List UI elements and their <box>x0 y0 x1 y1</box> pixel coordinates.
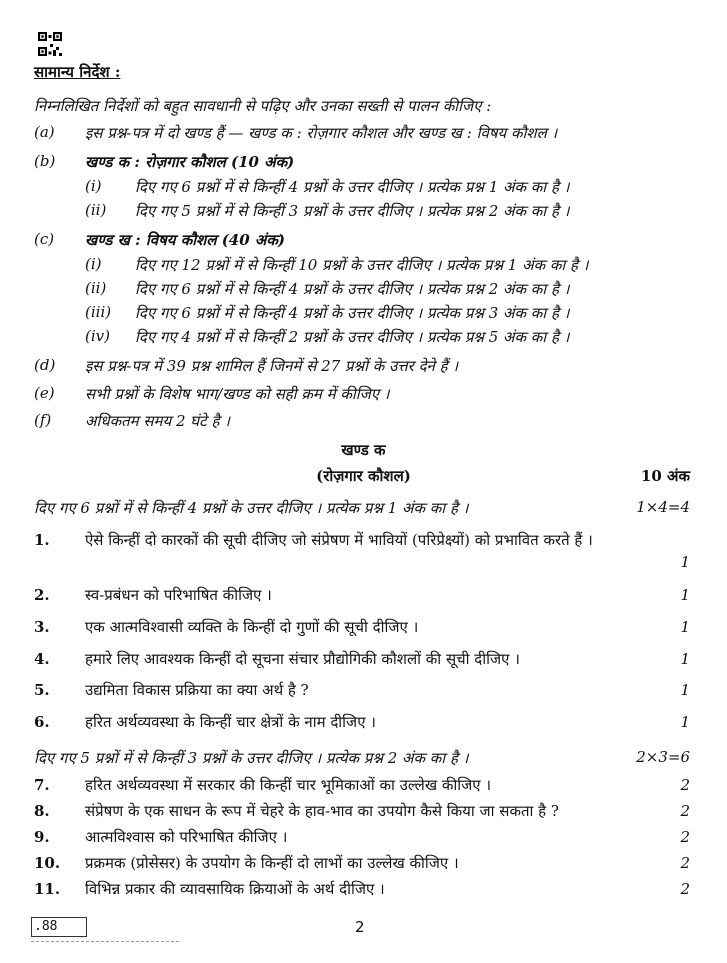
question-marks: 2 <box>680 776 690 794</box>
question-marks: 1 <box>680 713 690 731</box>
question-number: 4. <box>34 650 50 668</box>
group-marks: 1×4=4 <box>636 498 690 516</box>
question-text: विभिन्न प्रकार की व्यावसायिक क्रियाओं के अर्थ दीजिए । <box>85 880 385 898</box>
paper-code: .88 <box>31 917 87 937</box>
instruction-text: दिए गए 5 प्रश्नों में से किन्हीं 3 प्रश्नों के उत्तर दीजिए । प्रत्येक प्रश्न 2 अंक का है । <box>135 202 570 220</box>
question-number: 7. <box>34 776 50 794</box>
question-text: ऐसे किन्हीं दो कारकों की सूची दीजिए जो संप्रेषण में भावियों (परिप्रेक्ष्यों) को प्रभावित करते हैं । <box>85 531 593 549</box>
question-marks: 2 <box>680 828 690 846</box>
instruction-label: (i) <box>85 177 102 195</box>
question-text: एक आत्मविश्वासी व्यक्ति के किन्हीं दो गुणों की सूची दीजिए । <box>85 618 419 636</box>
question-marks: 2 <box>680 802 690 820</box>
question-marks: 1 <box>680 681 690 699</box>
instructions-intro: निम्नलिखित निर्देशों को बहुत सावधानी से पढ़िए और उनका सख्ती से पालन कीजिए : <box>34 97 492 115</box>
section-title: खण्ड क <box>341 441 386 459</box>
question-text: हरित अर्थव्यवस्था में सरकार की किन्हीं चार भूमिकाओं का उल्लेख कीजिए । <box>85 776 492 794</box>
question-number: 6. <box>34 713 50 731</box>
question-marks: 1 <box>680 586 690 604</box>
instruction-text: दिए गए 6 प्रश्नों में से किन्हीं 4 प्रश्नों के उत्तर दीजिए । प्रत्येक प्रश्न 3 अंक का है । <box>135 304 570 322</box>
instructions-title: सामान्य निर्देश : <box>34 63 121 81</box>
instruction-text: सभी प्रश्नों के विशेष भाग/खण्ड को सही क्रम में कीजिए । <box>85 385 390 403</box>
question-marks: 2 <box>680 880 690 898</box>
instruction-label: (iii) <box>85 303 112 321</box>
instruction-heading: खण्ड ख : विषय कौशल (40 अंक) <box>85 231 285 249</box>
instruction-label: (ii) <box>85 201 107 219</box>
instruction-label: (e) <box>34 384 55 402</box>
question-text: हमारे लिए आवश्यक किन्हीं दो सूचना संचार प्रौद्योगिकी कौशलों की सूची दीजिए । <box>85 650 520 668</box>
instruction-label: (iv) <box>85 327 110 345</box>
question-marks: 1 <box>680 553 690 571</box>
question-marks: 2 <box>680 854 690 872</box>
section-subtitle: (रोज़गार कौशल) <box>316 467 411 485</box>
question-number: 3. <box>34 618 50 636</box>
question-number: 5. <box>34 681 50 699</box>
question-text: संप्रेषण के एक साधन के रूप में चेहरे के हाव-भाव का उपयोग कैसे किया जा सकता है ? <box>85 802 559 820</box>
question-number: 9. <box>34 828 50 846</box>
instruction-text: अधिकतम समय 2 घंटे है । <box>85 412 230 430</box>
instruction-label: (d) <box>34 356 56 374</box>
instruction-text: दिए गए 12 प्रश्नों में से किन्हीं 10 प्रश्नों के उत्तर दीजिए । प्रत्येक प्रश्न 1 अंक का है । <box>135 256 589 274</box>
instruction-text: दिए गए 6 प्रश्नों में से किन्हीं 4 प्रश्नों के उत्तर दीजिए । प्रत्येक प्रश्न 1 अंक का है । <box>135 178 570 196</box>
instruction-label: (c) <box>34 230 55 248</box>
question-number: 8. <box>34 802 50 820</box>
group-instruction: दिए गए 5 प्रश्नों में से किन्हीं 3 प्रश्नों के उत्तर दीजिए । प्रत्येक प्रश्न 2 अंक का है । <box>34 749 469 767</box>
question-number: 11. <box>34 880 61 898</box>
instruction-label: (ii) <box>85 279 107 297</box>
page-number: 2 <box>355 918 365 936</box>
question-marks: 1 <box>680 650 690 668</box>
footer-divider <box>31 941 179 942</box>
instruction-text: इस प्रश्न-पत्र में दो खण्ड हैं — खण्ड क : रोज़गार कौशल और खण्ड ख : विषय कौशल । <box>85 124 558 142</box>
instruction-label: (b) <box>34 152 56 170</box>
question-number: 2. <box>34 586 50 604</box>
question-number: 10. <box>34 854 61 872</box>
instruction-label: (f) <box>34 411 52 429</box>
question-number: 1. <box>34 531 50 549</box>
qr-code-icon <box>38 32 62 56</box>
group-marks: 2×3=6 <box>636 748 690 766</box>
instruction-label: (a) <box>34 123 55 141</box>
question-text: आत्मविश्वास को परिभाषित कीजिए । <box>85 828 288 846</box>
question-text: स्व-प्रबंधन को परिभाषित कीजिए । <box>85 586 272 604</box>
section-marks: 10 अंक <box>640 467 690 485</box>
instruction-label: (i) <box>85 255 102 273</box>
question-text: हरित अर्थव्यवस्था के किन्हीं चार क्षेत्रों के नाम दीजिए । <box>85 713 376 731</box>
instruction-text: दिए गए 4 प्रश्नों में से किन्हीं 2 प्रश्नों के उत्तर दीजिए । प्रत्येक प्रश्न 5 अंक का है । <box>135 328 570 346</box>
question-text: प्रक्रमक (प्रोसेसर) के उपयोग के किन्हीं दो लाभों का उल्लेख कीजिए । <box>85 854 459 872</box>
question-marks: 1 <box>680 618 690 636</box>
instruction-text: दिए गए 6 प्रश्नों में से किन्हीं 4 प्रश्नों के उत्तर दीजिए । प्रत्येक प्रश्न 2 अंक का है । <box>135 280 570 298</box>
instruction-heading: खण्ड क : रोज़गार कौशल (10 अंक) <box>85 153 295 171</box>
instruction-text: इस प्रश्न-पत्र में 39 प्रश्न शामिल हैं जिनमें से 27 प्रश्नों के उत्तर देने हैं । <box>85 357 459 375</box>
group-instruction: दिए गए 6 प्रश्नों में से किन्हीं 4 प्रश्नों के उत्तर दीजिए । प्रत्येक प्रश्न 1 अंक का है । <box>34 499 469 517</box>
question-text: उद्यमिता विकास प्रक्रिया का क्या अर्थ है ? <box>85 681 309 699</box>
